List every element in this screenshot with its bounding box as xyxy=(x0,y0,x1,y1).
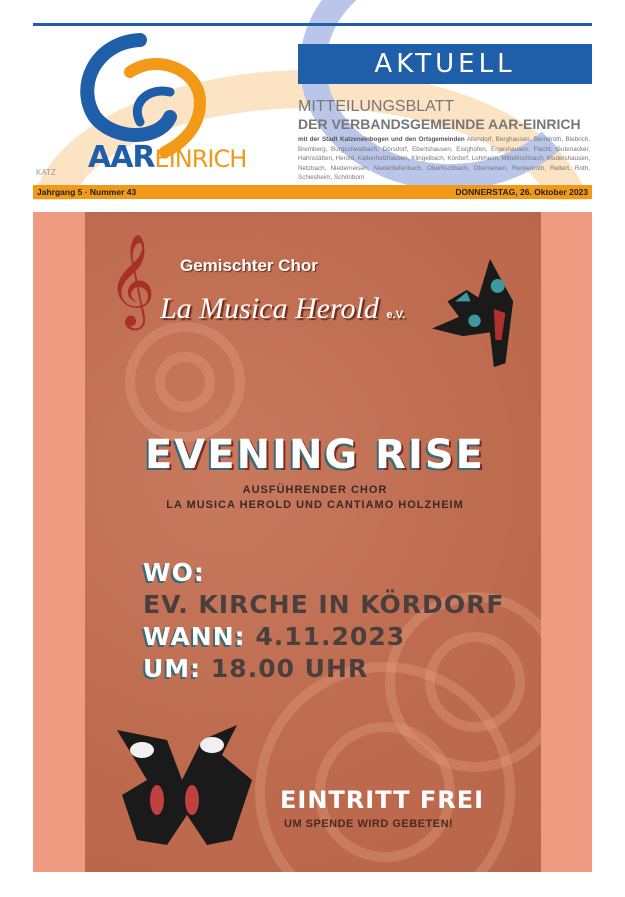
admission-text: EINTRITT FREI xyxy=(280,786,485,814)
where-value: EV. KIRCHE IN KÖRDORF xyxy=(143,590,505,619)
performer-label: AUSFÜHRENDER CHOR xyxy=(242,484,388,496)
where-label: WO: xyxy=(143,558,205,587)
choir-type: Gemischter Chor xyxy=(180,256,318,275)
publication-subtitle: DER VERBANDSGEMEINDE AAR-EINRICH xyxy=(298,116,581,132)
logo-wordmark: AAREINRICH xyxy=(88,140,247,175)
choir-name: La Musica Herold e.V. xyxy=(160,292,405,325)
aktuell-banner: AKTUELL xyxy=(298,44,592,84)
when-line: WANN: 4.11.2023 xyxy=(143,622,406,651)
performers: LA MUSICA HEROLD UND CANTIAMO HOLZHEIM xyxy=(166,499,464,511)
treble-clef-icon: 𝄞 xyxy=(108,233,156,326)
event-title: EVENING RISE xyxy=(144,432,485,478)
edition-tag: KATZ xyxy=(36,168,56,177)
issue-number: Jahrgang 5 · Nummer 43 xyxy=(37,187,137,197)
choir-suffix: e.V. xyxy=(386,309,405,321)
issue-date: DONNERSTAG, 26. Oktober 2023 xyxy=(455,187,588,197)
publication-title: MITTEILUNGSBLATT xyxy=(298,98,455,115)
eagle-artwork-icon xyxy=(432,238,517,388)
issue-bar xyxy=(33,185,592,199)
top-rule xyxy=(33,23,592,26)
communities-list: mit der Stadt Katzenelnbogen und den Ortsgemeinden Allendorf, Berghausen, Berndroth, Biebrich, Bremberg, Burgschwalbach, Dörsdorf, Ebertshausen, Eisighofen, Ergeshausen, Flacht, Gutenacker, Hahnstätten, Herold, Kaltenholzhausen, Klingelbach, Kördorf, Lohrheim, Mittelfischbach, Mudershausen, Netzbach, Niederneisen, Niedertiefenbach, Oberfischbach, Oberneisen, Reckenroth, Rettert, Roth, Schiesheim, Schönborn xyxy=(298,136,590,181)
donation-text: UM SPENDE WIRD GEBETEN! xyxy=(284,818,454,830)
time-line: UM: 18.00 UHR xyxy=(143,654,369,683)
thunderbird-artwork-icon xyxy=(112,720,262,850)
